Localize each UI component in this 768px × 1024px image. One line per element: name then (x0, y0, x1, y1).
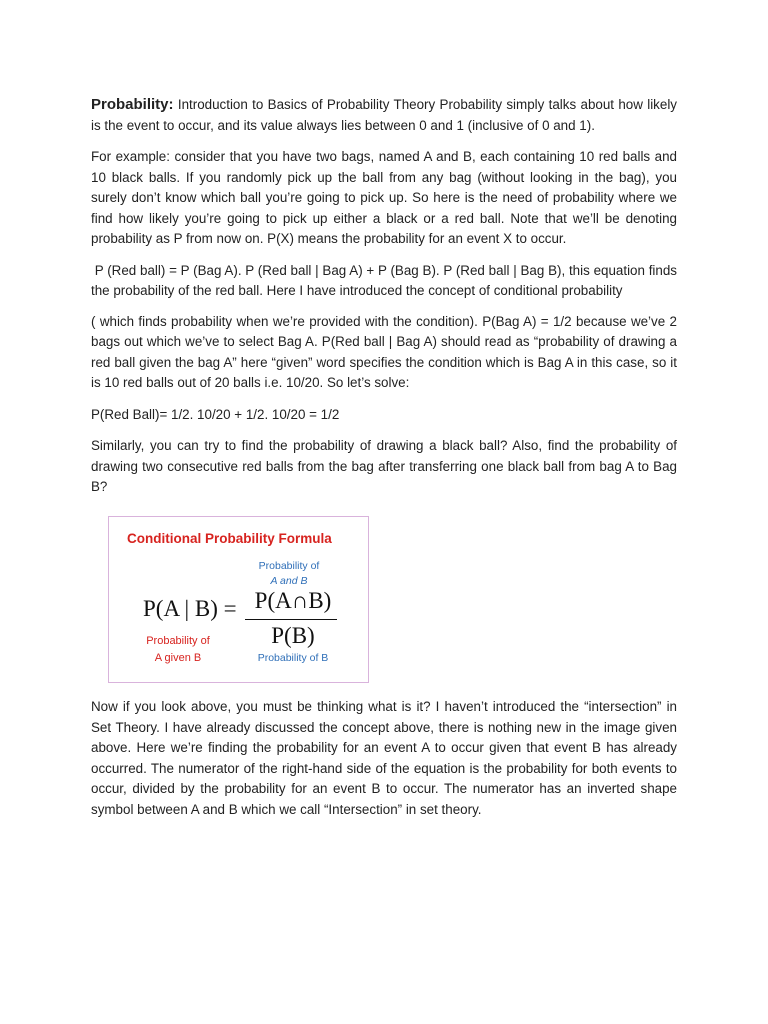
lhs-label-line1: Probability of (146, 635, 210, 647)
numerator-label-line2: A and B (270, 575, 308, 587)
formula-denominator: P(B) (271, 623, 315, 648)
equation-paragraph: P (Red ball) = P (Bag A). P (Red ball | Bag A) + P (Bag B). P (Red ball | Bag B), this equation finds the probability of the red ball. Here I have introduced the concept of conditional probability (91, 262, 677, 298)
intro-paragraph (91, 95, 677, 136)
formula-numerator: P(A∩B) (254, 588, 332, 613)
body-text (91, 95, 677, 509)
explanation-paragraph: Now if you look above, you must be thinking what is it? I haven’t introduced the “intersection” in Set Theory. I have already discussed the concept above, there is nothing new in the image given above. Here we’re finding the probability for an event A to occur given that event B has already occurred. The numerator of the right-hand side of the equation is the probability for both events to occur, divided by the probability for an event B to occur. The numerator has an inverted shape symbol between A and B which we call “Intersection” in set theory. (91, 699, 677, 817)
conditional-paragraph: ( which finds probability when we’re provided with the condition). P(Bag A) = 1/2 because we’ve 2 bags out which we’ve to select Bag A. P(Red ball | Bag A) should read as “probability of drawing a red ball given the bag A” here “given” word specifies the condition which is Bag A in this case, so it is 10 red balls out of 20 balls i.e. 10/20. So let’s solve: (91, 313, 677, 390)
figure-title: Conditional Probability Formula (127, 531, 332, 546)
numerator-label-line1: Probability of (258, 560, 320, 572)
example-paragraph: For example: consider that you have two bags, named A and B, each containing 10 red balls and 10 black balls. If you randomly pick up the ball from any bag (without looking in the bag), you surely don’t know which ball you’re going to pick up. So here is the need of probability where we find how likely you’re going to pick up either a black or a red ball. Note that we’ll be denoting probability as P from now on. P(X) means the probability for an event X to occur. (91, 149, 677, 246)
section-title: Probability: (91, 96, 174, 113)
solution-line: P(Red Ball)= 1/2. 10/20 + 1/2. 10/20 = 1/2 (91, 406, 340, 422)
fraction-bar (245, 619, 337, 620)
denominator-label: Probability of B (257, 652, 329, 664)
lhs-label (133, 633, 223, 667)
formula-lhs: P(A | B) = (143, 596, 237, 621)
exercise-paragraph: Similarly, you can try to find the probability of drawing a black ball? Also, find the probability of drawing two consecutive red balls from the bag after transferring one black ball from bag A to Bag B? (91, 438, 677, 494)
numerator-label (249, 559, 329, 589)
lhs-label-line2: A given B (154, 652, 202, 664)
intro-text: Introduction to Basics of Probability Theory Probability simply talks about how likely is the event to occur, and its value always lies between 0 and 1 (inclusive of 0 and 1). (91, 97, 677, 133)
conditional-probability-figure (108, 516, 369, 683)
